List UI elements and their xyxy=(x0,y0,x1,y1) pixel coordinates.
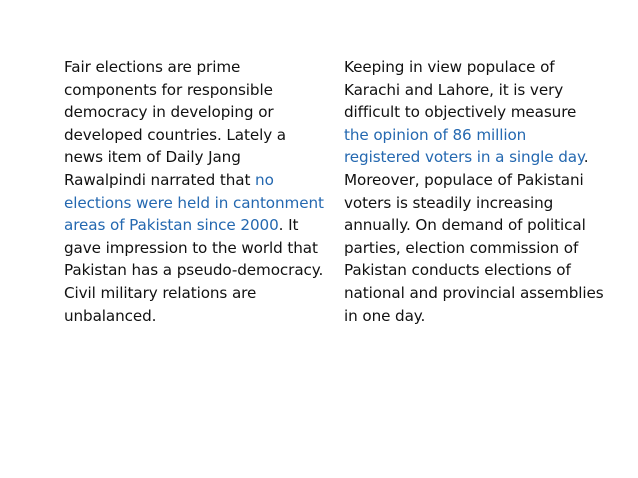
text-run: Civil military relations are xyxy=(64,283,257,302)
text-line xyxy=(64,79,322,102)
text-line xyxy=(344,282,606,305)
text-line xyxy=(64,124,322,147)
text-line xyxy=(64,146,322,169)
text-line xyxy=(344,56,606,79)
text-run: news item of Daily Jang xyxy=(64,148,241,167)
left-text-column xyxy=(64,56,322,327)
text-run: Pakistan has a pseudo-democracy. xyxy=(64,261,324,280)
text-line xyxy=(344,146,606,169)
text-run: democracy in developing or xyxy=(64,103,274,122)
highlighted-text-line xyxy=(344,124,606,147)
text-line xyxy=(64,259,322,282)
highlighted-text-run: areas of Pakistan since 2000 xyxy=(64,216,279,235)
text-run: in one day. xyxy=(344,306,426,325)
text-run: Karachi and Lahore, it is very xyxy=(344,80,564,99)
text-run: . xyxy=(583,148,589,167)
text-line xyxy=(64,237,322,260)
text-line xyxy=(64,56,322,79)
right-text-column xyxy=(344,56,606,327)
text-run: Fair elections are prime xyxy=(64,58,241,76)
highlighted-text-line xyxy=(64,192,322,215)
text-line xyxy=(64,282,322,305)
text-run: Moreover, populace of Pakistani xyxy=(344,170,584,189)
highlighted-text-run: registered voters in a single day xyxy=(344,148,584,167)
text-run: national and provincial assemblies xyxy=(344,283,604,302)
text-line xyxy=(344,259,606,282)
text-run: gave impression to the world that xyxy=(64,238,318,257)
text-run: parties, election commission of xyxy=(344,238,579,257)
text-line xyxy=(64,101,322,124)
text-run: annually. On demand of political xyxy=(344,216,586,235)
text-line xyxy=(344,214,606,237)
text-line xyxy=(344,79,606,102)
text-line xyxy=(64,214,322,237)
text-line xyxy=(344,169,606,192)
text-run: difficult to objectively measure xyxy=(344,103,577,122)
text-run: developed countries. Lately a xyxy=(64,125,287,144)
text-line xyxy=(344,192,606,215)
highlighted-text-run: the opinion of 86 million xyxy=(344,125,527,144)
text-line xyxy=(64,169,322,192)
text-run: voters is steadily increasing xyxy=(344,193,554,212)
text-line xyxy=(64,305,322,328)
text-run: unbalanced. xyxy=(64,306,157,325)
highlighted-text-run: elections were held in cantonment xyxy=(64,193,324,212)
text-run: . It xyxy=(278,216,299,235)
text-run: Rawalpindi narrated that xyxy=(64,170,256,189)
text-line xyxy=(344,305,606,328)
text-run: components for responsible xyxy=(64,80,273,99)
text-line xyxy=(344,101,606,124)
text-run: Pakistan conducts elections of xyxy=(344,261,571,280)
text-run: Keeping in view populace of xyxy=(344,58,555,76)
text-line xyxy=(344,237,606,260)
highlighted-text-run: no xyxy=(255,170,274,189)
